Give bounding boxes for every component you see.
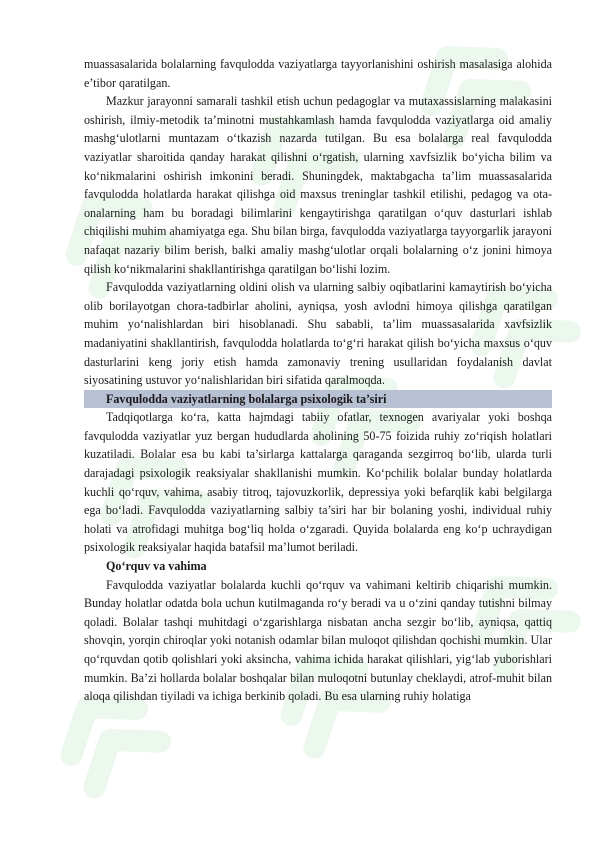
body-paragraph: muassasalarida bolalarning favqulodda vaziyatlarga tayyorlanishini oshirish masalasiga alohida e’tibor qaratilgan. [84,57,552,90]
section-heading: Favqulodda vaziyatlarning bolalarga psixologik ta’siri [84,390,552,409]
body-paragraph: Favqulodda vaziyatlar bolalarda kuchli qo‘rquv va vahimani keltirib chiqarishi mumkin. Bunday holatlar odatda bola uchun kutilmaganda ro‘y beradi va u o‘zini qanday tutishni bilmay qoladi. Bolalar tashqi muhitdagi o‘zgarishlarga nisbatan ancha sezgir bo‘lib, ayniqsa, qattiq shovqin, yorqin chiroqlar yoki notanish odamlar bilan muloqot qilishdan qochishi mumkin. Ular qo‘rquvdan qotib qolishlari yoki aksincha, vahima ichida harakat qilishlari, yig‘lab yuborishlari mumkin. Ba’zi hollarda bolalar boshqalar bilan muloqotni butunlay cheklaydi, atrof-muhit bilan aloqa qilishdan tiyiladi va ichiga berkinib qoladi. Bu esa ularning ruhiy holatiga [84,577,552,704]
body-paragraph: Mazkur jarayonni samarali tashkil etish uchun pedagoglar va mutaxassislarning malakasini oshirish, ilmiy-metodik ta’minotni mustahkamlash hamda favqulodda vaziyatlarga oid amaliy mashg‘ulotlarni muntazam o‘tkazish nazarda tutilgan. Bu esa bolalarga real favqulodda vaziyatlar sharoitida qanday harakat qilishni o‘rgatish, ularning xavfsizlik bo‘yicha bilim va ko‘nikmalarini oshirish imkonini beradi. Shuningdek, maktabgacha ta’lim muassasalarida favqulodda holatlarda harakat qilishga oid maxsus treninglar tashkil etilishi, pedagog va ota-onalarning ham bu boradagi bilimlarini kengaytirishga qaratilgan o‘quv dasturlari ishlab chiqilishi muhim ahamiyatga ega. Shu bilan birga, favqulodda vaziyatlarga tayyorgarlik jarayoni nafaqat nazariy bilim berish, balki amaliy mashg‘ulotlar orqali bolalarning o‘z jonini himoya qilish ko‘nikmalarini shakllantirishga qaratilgan bo‘lishi lozim. [84,94,552,276]
body-paragraph: Favqulodda vaziyatlarning oldini olish va ularning salbiy oqibatlarini kamaytirish bo‘yicha olib borilayotgan chora-tadbirlar aholini, ayniqsa, yosh avlodni himoya qilishga qaratilgan muhim yo‘nalishlardan biri hisoblanadi. Shu sababli, ta’lim muassasalarida xavfsizlik madaniyatini shakllantirish, favqulodda holatlarda to‘g‘ri harakat qilish bo‘yicha maxsus o‘quv dasturlarini keng joriy etish hamda zamonaviy trening usullaridan foydalanish davlat siyosatining ustuvor yo‘nalishlaridan biri sifatida qaralmoqda. [84,280,552,388]
section-heading: Qo‘rquv va vahima [106,559,207,574]
body-paragraph: Tadqiqotlarga ko‘ra, katta hajmdagi tabiiy ofatlar, texnogen avariyalar yoki boshqa favqulodda vaziyatlar yuz bergan hududlarda aholining 50-75 foizida ruhiy zo‘riqish holatlari kuzatiladi. Bolalar esa bu kabi ta’sirlarga kattalarga qaraganda sezgirroq bo‘lib, ularda turli darajadagi psixologik reaksiyalar shakllanishi mumkin. Ko‘pchilik bolalar bunday holatlarda kuchli qo‘rquv, vahima, asabiy titroq, tajovuzkorlik, depressiya yoki befarqlik kabi belgilarga ega bo‘ladi. Favqulodda vaziyatlarning salbiy ta’siri har bir bolaning yoshi, individual ruhiy holati va atrofidagi muhitga bog‘liq holda o‘zgaradi. Quyida bolalarda eng ko‘p uchraydigan psixologik reaksiyalar haqida batafsil ma’lumot beriladi. [84,410,552,555]
document-page [84,55,552,706]
